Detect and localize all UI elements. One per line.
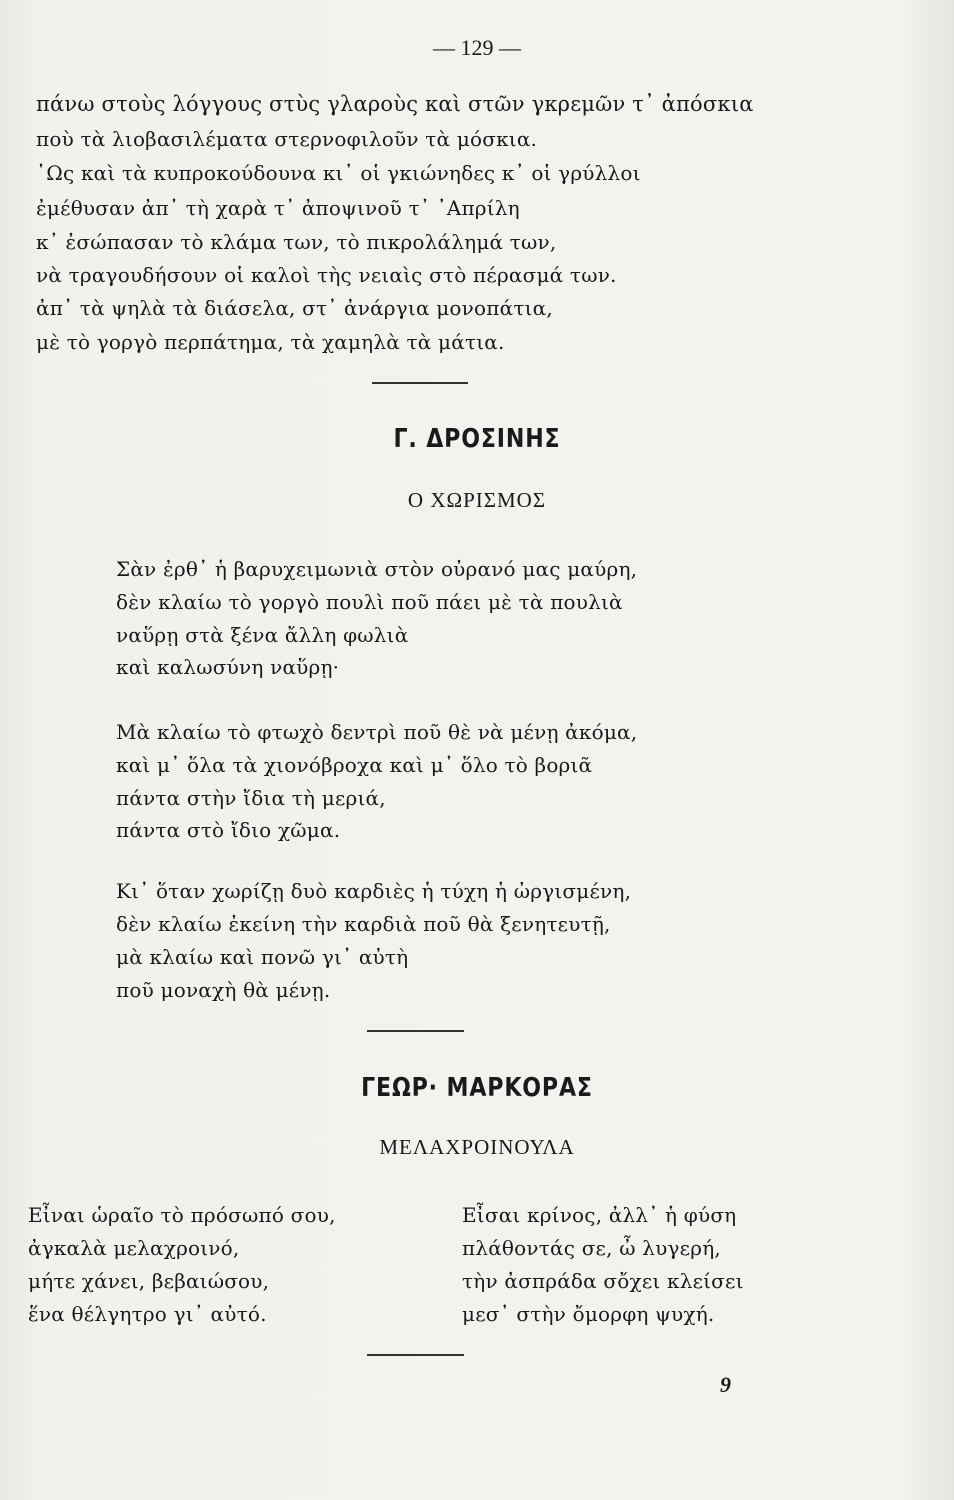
poem-line: πάντα στὸ ἴδιο χῶμα. — [116, 818, 341, 842]
poem-line: μὰ κλαίω καὶ πονῶ γι᾽ αὐτὴ — [116, 945, 409, 969]
poem-title: ΜΕΛΑΧΡΟΙΝΟΥΛΑ — [379, 1135, 575, 1159]
poem-line: ποῦ μοναχὴ θὰ μένῃ. — [116, 978, 331, 1002]
poem-title: Ο ΧΩΡΙΣΜΟΣ — [407, 488, 547, 512]
stanza-left — [28, 1203, 336, 1335]
poem-line: μὲ τὸ γοργὸ περπάτημα, τὰ χαμηλὰ τὰ μάτια. — [36, 330, 505, 354]
section-divider — [372, 382, 468, 384]
poem-line: Σὰν ἐρθ᾽ ἡ βαρυχειμωνιὰ στὸν οὐρανό μας μαύρη, — [116, 557, 638, 581]
poem-line: Κι᾽ ὅταν χωρίζῃ δυὸ καρδιὲς ἡ τύχη ἡ ὠργισμένη, — [116, 879, 632, 903]
poem-line: ῾Ως καὶ τὰ κυπροκούδουνα κι᾽ οἱ γκιώνηδες κ᾽ οἱ γρύλλοι — [36, 161, 641, 185]
author-name: Γ. ΔΡΟΣΙΝΗΣ — [393, 424, 561, 454]
poem-line: ἕνα θέλγητρο γι᾽ αὐτό. — [28, 1302, 267, 1326]
poem-line: ἀγκαλὰ μελαχροινό, — [28, 1236, 240, 1260]
poem-line: ἐμέθυσαν ἀπ᾽ τὴ χαρὰ τ᾽ ἀποψινοῦ τ᾽ ᾽Απρίλη — [36, 196, 520, 220]
poem-line: νὰ τραγουδήσουν οἱ καλοὶ τὴς νειαὶς στὸ πέρασμά των. — [36, 263, 617, 287]
poem-line: πάνω στοὺς λόγγους στὺς γλαροὺς καὶ στῶν γκρεμῶν τ᾽ ἀπόσκια — [36, 92, 754, 116]
poem-line: πλάθοντάς σε, ὦ λυγερή, — [462, 1236, 721, 1260]
poem-line: καὶ καλωσύνη ναὕρῃ· — [116, 655, 340, 679]
poem-line: καὶ μ᾽ ὅλα τὰ χιονόβροχα καὶ μ᾽ ὅλο τὸ βοριᾶ — [116, 753, 593, 777]
poem-line: ποὺ τὰ λιοβασιλέματα στερνοφιλοῦν τὰ μόσκια. — [36, 127, 538, 151]
poem-line: Μὰ κλαίω τὸ φτωχὸ δεντρὶ ποῦ θὲ νὰ μένῃ ἀκόμα, — [116, 720, 638, 744]
signature-mark: 9 — [720, 1372, 731, 1397]
poem-line: δὲν κλαίω ἐκείνη τὴν καρδιὰ ποῦ θὰ ξενητευτῇ, — [116, 912, 611, 936]
page-number: — 129 — — [433, 35, 521, 60]
author-name: ΓΕΩΡ· ΜΑΡΚΟΡΑΣ — [361, 1073, 593, 1103]
poem-line: κ᾽ ἐσώπασαν τὸ κλάμα των, τὸ πικρολάλημά των, — [36, 230, 557, 254]
section-divider — [367, 1354, 464, 1356]
poem-line: μεσ᾽ στὴν ὄμορφη ψυχή. — [462, 1302, 715, 1326]
poem-line: ἀπ᾽ τὰ ψηλὰ τὰ διάσελα, στ᾽ ἀνάργια μονοπάτια, — [36, 296, 553, 320]
poem-line: πάντα στὴν ἴδια τὴ μεριά, — [116, 786, 386, 810]
poem-line: Εἶσαι κρίνος, ἀλλ᾽ ἡ φύση — [462, 1203, 737, 1227]
section-divider — [367, 1030, 464, 1032]
poem-line: τὴν ἀσπράδα σὄχει κλείσει — [462, 1269, 744, 1293]
poem-line: ναὕρῃ στὰ ξένα ἄλλη φωλιὰ — [116, 623, 409, 647]
poem-line: Εἶναι ὡραῖο τὸ πρόσωπό σου, — [28, 1203, 336, 1227]
poem-line: μήτε χάνει, βεβαιώσου, — [28, 1269, 270, 1293]
stanza-right — [462, 1203, 744, 1335]
poem-line: δὲν κλαίω τὸ γοργὸ πουλὶ ποῦ πάει μὲ τὰ πουλιὰ — [116, 590, 623, 614]
